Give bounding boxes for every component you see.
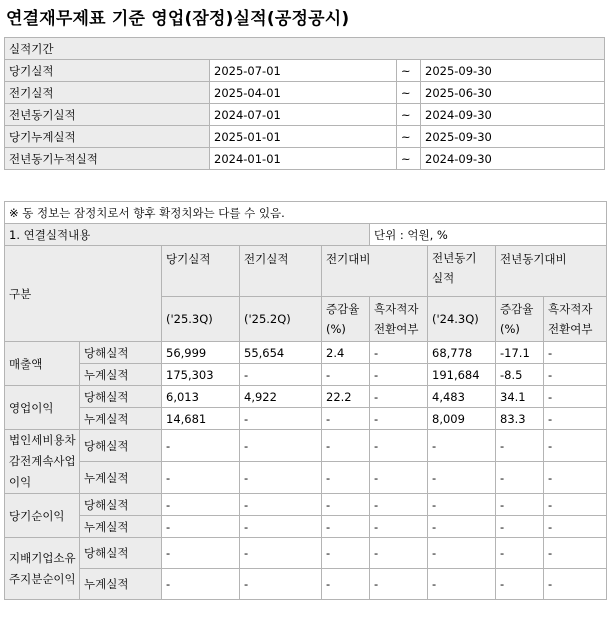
row-label: 당해실적 [80, 430, 162, 462]
notice-text: ※ 동 정보는 잠정치로서 향후 확정치와는 다를 수 있음. [5, 202, 607, 224]
period-label: 전기실적 [5, 82, 210, 104]
period-tilde: ~ [397, 82, 421, 104]
row-label: 당해실적 [80, 494, 162, 516]
row-label: 당해실적 [80, 538, 162, 569]
header-qoq-rate-line1: 증감율 [326, 302, 360, 316]
cell-current: - [162, 516, 240, 538]
table-row [5, 462, 607, 494]
header-yoy-rate-line2: (%) [500, 322, 520, 336]
cell-qoq-turn: - [370, 538, 428, 569]
cell-yoy-rate: 34.1 [496, 386, 544, 408]
cell-current: 175,303 [162, 364, 240, 386]
period-label: 전년동기누적실적 [5, 148, 210, 170]
header-previous: 전기실적 [240, 246, 322, 297]
cell-previous: - [240, 538, 322, 569]
cell-previous: - [240, 430, 322, 462]
cell-qoq-turn: - [370, 342, 428, 364]
header-yoy-rate-line1: 증감율 [500, 302, 534, 316]
header-qoq-rate [322, 297, 370, 342]
cell-yoy-value: - [428, 494, 496, 516]
header-qoq: 전기대비 [322, 246, 428, 297]
header-qoq-rate-line2: (%) [326, 322, 346, 336]
table-row [5, 430, 607, 462]
period-end: 2025-06-30 [421, 82, 605, 104]
table-row [5, 342, 607, 364]
cell-yoy-value: - [428, 538, 496, 569]
period-end: 2025-09-30 [421, 126, 605, 148]
table-row [5, 364, 607, 386]
header-yoy-period-line2: 실적 [432, 271, 455, 285]
cell-yoy-rate: - [496, 494, 544, 516]
row-label: 누계실적 [80, 408, 162, 430]
row-label: 당해실적 [80, 386, 162, 408]
group-label: 영업이익 [5, 386, 80, 430]
period-label: 전년동기실적 [5, 104, 210, 126]
row-label: 당해실적 [80, 342, 162, 364]
cell-previous: - [240, 364, 322, 386]
period-header: 실적기간 [5, 38, 605, 60]
cell-qoq-turn: - [370, 386, 428, 408]
period-row [5, 126, 605, 148]
cell-qoq-rate: - [322, 408, 370, 430]
header-yoy-turn-line1: 흑자적자 [548, 302, 593, 316]
period-table [4, 37, 605, 170]
header-yoy-sub: ('24.3Q) [428, 297, 496, 342]
group-label: 매출액 [5, 342, 80, 386]
table-row [5, 408, 607, 430]
cell-qoq-turn: - [370, 364, 428, 386]
cell-qoq-rate: - [322, 462, 370, 494]
group-label: 당기순이익 [5, 494, 80, 538]
cell-qoq-rate: - [322, 364, 370, 386]
period-end: 2025-09-30 [421, 60, 605, 82]
cell-yoy-value: 191,684 [428, 364, 496, 386]
table-row [5, 538, 607, 569]
table-row [5, 494, 607, 516]
row-label: 누계실적 [80, 364, 162, 386]
cell-previous: - [240, 569, 322, 600]
header-yoy-rate [496, 297, 544, 342]
row-label: 누계실적 [80, 462, 162, 494]
cell-yoy-value: - [428, 462, 496, 494]
cell-qoq-turn: - [370, 408, 428, 430]
section-row [5, 224, 607, 246]
period-header-row [5, 38, 605, 60]
period-start: 2024-01-01 [210, 148, 397, 170]
cell-qoq-turn: - [370, 462, 428, 494]
cell-yoy-turn: - [544, 386, 607, 408]
cell-current: - [162, 430, 240, 462]
row-label: 누계실적 [80, 516, 162, 538]
cell-yoy-value: 68,778 [428, 342, 496, 364]
cell-previous: - [240, 462, 322, 494]
header-current-sub: ('25.3Q) [162, 297, 240, 342]
cell-yoy-rate: 83.3 [496, 408, 544, 430]
header-yoy-turn [544, 297, 607, 342]
cell-qoq-turn: - [370, 430, 428, 462]
cell-current: 14,681 [162, 408, 240, 430]
cell-current: - [162, 494, 240, 516]
cell-qoq-rate: - [322, 538, 370, 569]
cell-qoq-rate: - [322, 494, 370, 516]
cell-qoq-turn: - [370, 494, 428, 516]
cell-current: - [162, 569, 240, 600]
page-title: 연결재무제표 기준 영업(잠정)실적(공정공시) [6, 9, 350, 29]
cell-yoy-rate: -8.5 [496, 364, 544, 386]
header-yoy: 전년동기대비 [496, 246, 607, 297]
group-label: 법인세비용차감전계속사업이익 [5, 430, 80, 494]
header-previous-sub: ('25.2Q) [240, 297, 322, 342]
cell-yoy-turn: - [544, 430, 607, 462]
cell-yoy-value: - [428, 430, 496, 462]
period-end: 2024-09-30 [421, 148, 605, 170]
header-qoq-turn-line1: 흑자적자 [374, 302, 419, 316]
header-category: 구분 [5, 246, 162, 342]
period-start: 2025-07-01 [210, 60, 397, 82]
cell-qoq-rate: - [322, 430, 370, 462]
period-row [5, 104, 605, 126]
cell-qoq-rate: - [322, 516, 370, 538]
header-yoy-turn-line2: 전환여부 [548, 322, 593, 336]
period-tilde: ~ [397, 104, 421, 126]
cell-yoy-turn: - [544, 364, 607, 386]
table-row [5, 569, 607, 600]
header-current: 당기실적 [162, 246, 240, 297]
cell-yoy-turn: - [544, 538, 607, 569]
period-tilde: ~ [397, 148, 421, 170]
cell-yoy-rate: - [496, 462, 544, 494]
cell-current: - [162, 462, 240, 494]
cell-yoy-value: 8,009 [428, 408, 496, 430]
period-row [5, 60, 605, 82]
period-label: 당기누계실적 [5, 126, 210, 148]
period-end: 2024-09-30 [421, 104, 605, 126]
cell-yoy-turn: - [544, 462, 607, 494]
results-table [4, 201, 607, 600]
group-label: 지배기업소유주지분순이익 [5, 538, 80, 600]
cell-previous: - [240, 516, 322, 538]
period-row [5, 148, 605, 170]
notice-row [5, 202, 607, 224]
header-yoy-period-line1: 전년동기 [432, 251, 477, 265]
cell-yoy-turn: - [544, 494, 607, 516]
table-row [5, 516, 607, 538]
cell-yoy-value: - [428, 569, 496, 600]
cell-qoq-rate: 2.4 [322, 342, 370, 364]
header-row-1 [5, 246, 607, 297]
period-start: 2024-07-01 [210, 104, 397, 126]
period-start: 2025-04-01 [210, 82, 397, 104]
row-label: 누계실적 [80, 569, 162, 600]
cell-yoy-turn: - [544, 569, 607, 600]
cell-previous: 4,922 [240, 386, 322, 408]
cell-yoy-rate: -17.1 [496, 342, 544, 364]
cell-previous: 55,654 [240, 342, 322, 364]
cell-yoy-rate: - [496, 430, 544, 462]
header-qoq-turn-line2: 전환여부 [374, 322, 419, 336]
cell-previous: - [240, 408, 322, 430]
cell-qoq-turn: - [370, 516, 428, 538]
cell-qoq-turn: - [370, 569, 428, 600]
cell-yoy-turn: - [544, 342, 607, 364]
cell-yoy-value: 4,483 [428, 386, 496, 408]
cell-yoy-turn: - [544, 408, 607, 430]
period-row [5, 82, 605, 104]
cell-yoy-value: - [428, 516, 496, 538]
period-tilde: ~ [397, 126, 421, 148]
period-start: 2025-01-01 [210, 126, 397, 148]
cell-current: 6,013 [162, 386, 240, 408]
header-yoy-period [428, 246, 496, 297]
section-title: 1. 연결실적내용 [5, 224, 370, 246]
table-row [5, 386, 607, 408]
unit-label: 단위 : 억원, % [370, 224, 607, 246]
cell-qoq-rate: 22.2 [322, 386, 370, 408]
cell-qoq-rate: - [322, 569, 370, 600]
cell-yoy-turn: - [544, 516, 607, 538]
period-tilde: ~ [397, 60, 421, 82]
cell-yoy-rate: - [496, 538, 544, 569]
cell-previous: - [240, 494, 322, 516]
cell-yoy-rate: - [496, 516, 544, 538]
cell-current: 56,999 [162, 342, 240, 364]
header-qoq-turn [370, 297, 428, 342]
cell-current: - [162, 538, 240, 569]
cell-yoy-rate: - [496, 569, 544, 600]
period-label: 당기실적 [5, 60, 210, 82]
